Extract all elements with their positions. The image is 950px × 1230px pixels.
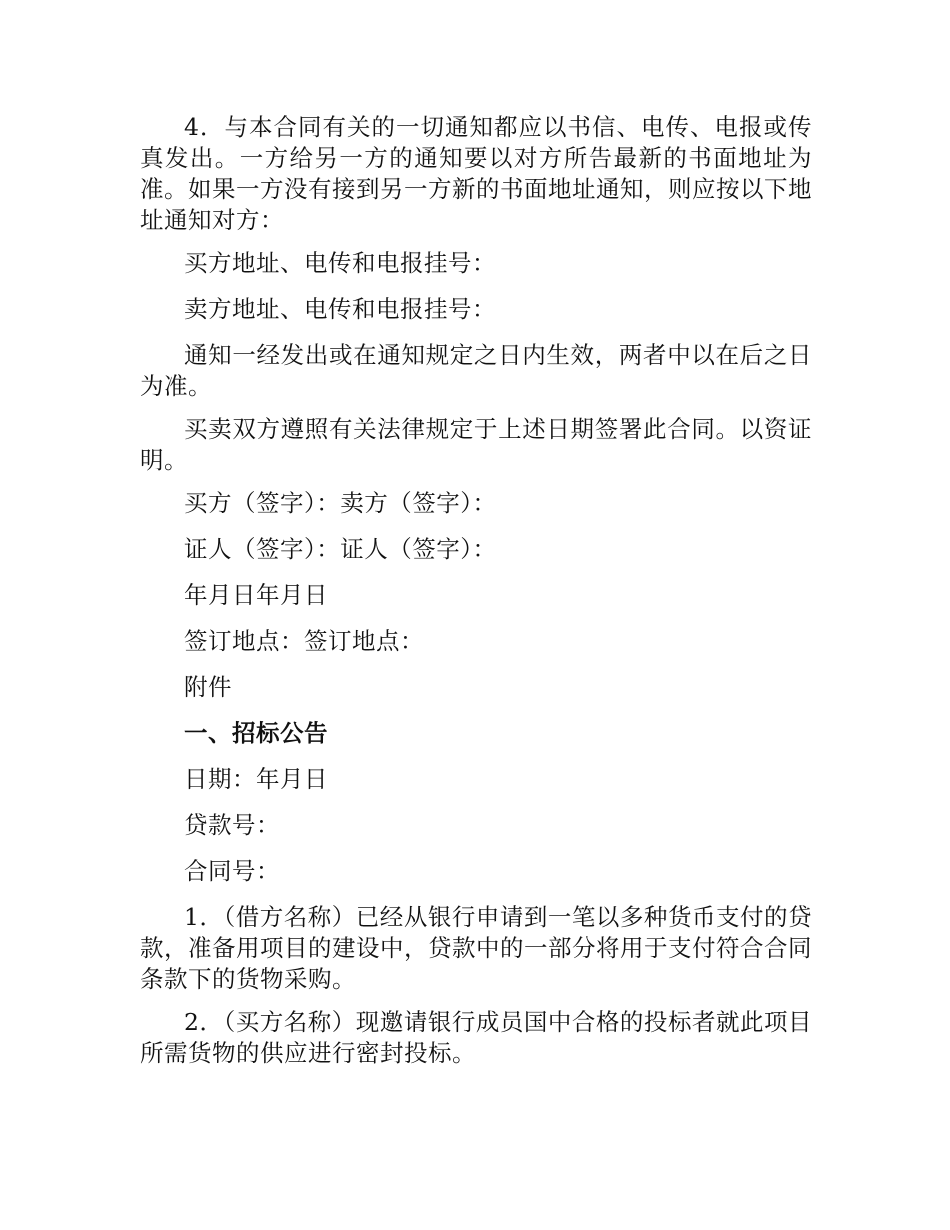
signing-place-line: 签订地点：签订地点：: [184, 627, 424, 655]
buyer-seller-signature-line: 买方（签字）：卖方（签字）：: [184, 489, 497, 517]
contract-number-line: 合同号：: [184, 857, 280, 885]
notice-effective-paragraph: 通知一经发出或在通知规定之日内生效，两者中以在后之日为准。: [140, 341, 812, 400]
loan-number-line: 贷款号：: [184, 811, 280, 839]
signing-statement: 买卖双方遵照有关法律规定于上述日期签署此合同。以资证明。: [140, 415, 812, 474]
tender-item-1: 1．（借方名称）已经从银行申请到一笔以多种货币支付的贷款，准备用项目的建设中，贷款中的一部分将用于支付符合合同条款下的货物采购。: [140, 903, 812, 993]
date-line: 年月日年月日: [184, 581, 328, 609]
attachment-label: 附件: [184, 673, 232, 701]
buyer-address-line: 买方地址、电传和电报挂号：: [184, 249, 496, 277]
notice-date-line: 日期：年月日: [184, 765, 328, 793]
document-page: [140, 112, 812, 1081]
clause-4-notices: 4．与本合同有关的一切通知都应以书信、电传、电报或传真发出。一方给另一方的通知要以对方所告最新的书面地址为准。如果一方没有接到另一方新的书面地址通知，则应按以下地址通知对方：: [140, 113, 812, 234]
section-heading-tender-notice: 一、招标公告: [184, 719, 328, 747]
seller-address-line: 卖方地址、电传和电报挂号：: [184, 295, 496, 323]
tender-item-2: 2．（买方名称）现邀请银行成员国中合格的投标者就此项目所需货物的供应进行密封投标。: [140, 1008, 812, 1067]
witness-signature-line: 证人（签字）：证人（签字）：: [184, 535, 497, 563]
